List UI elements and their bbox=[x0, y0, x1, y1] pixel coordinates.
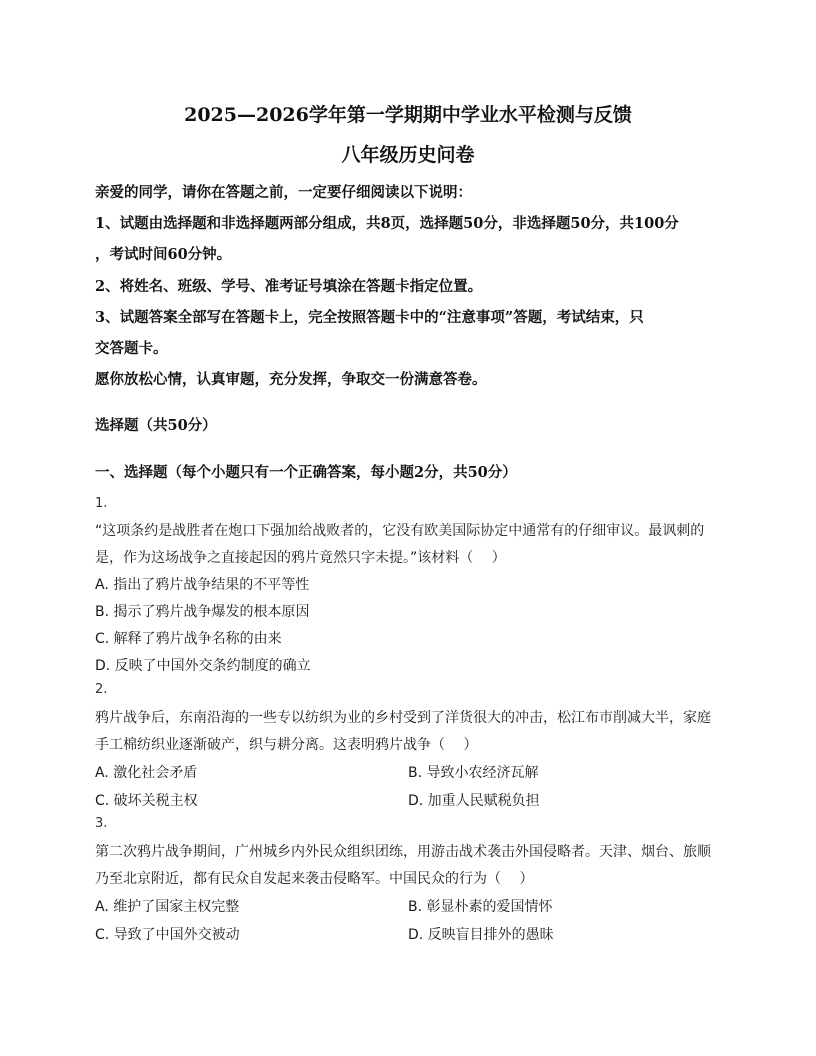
option-b: B. 揭示了鸦片战争爆发的根本原因 bbox=[95, 604, 310, 620]
exam-subtitle: 八年级历史问卷 bbox=[341, 144, 475, 166]
question-stem-cont: 乃至北京附近，都有民众自发起来袭击侵略军。中国民众的行为（ ） bbox=[95, 871, 534, 887]
section-heading: 一、选择题（每个小题只有一个正确答案，每小题2分，共50分） bbox=[95, 464, 517, 481]
instruction-item-3: 3、试题答案全部写在答题卡上，完全按照答题卡中的“注意事项”答题，考试结束，只 bbox=[95, 309, 644, 326]
question-stem-cont: 手工棉纺织业逐渐破产，织与耕分离。这表明鸦片战争（ ） bbox=[95, 737, 478, 753]
option-d: D. 反映了中国外交条约制度的确立 bbox=[95, 658, 311, 674]
option-a: A. 激化社会矛盾 bbox=[95, 765, 198, 781]
exam-title: 2025—2026学年第一学期期中学业水平检测与反馈 bbox=[184, 104, 632, 126]
instruction-item-3-cont: 交答题卡。 bbox=[95, 340, 168, 357]
question-stem: 第二次鸦片战争期间，广州城乡内外民众组织团练，用游击战术袭击外国侵略者。天津、烟台、旅顺 bbox=[95, 844, 711, 860]
instruction-item-1: 1、试题由选择题和非选择题两部分组成，共8页，选择题50分，非选择题50分，共100分 bbox=[95, 215, 679, 232]
option-d: D. 反映盲目排外的愚昧 bbox=[408, 927, 554, 943]
part-title: 选择题（共50分） bbox=[95, 417, 217, 434]
option-c: C. 导致了中国外交被动 bbox=[95, 927, 240, 943]
option-c: C. 解释了鸦片战争名称的由来 bbox=[95, 631, 282, 647]
option-b: B. 导致小农经济瓦解 bbox=[408, 765, 539, 781]
question-stem: 鸦片战争后，东南沿海的一些专以纺织为业的乡村受到了洋货很大的冲击，松江布市削减大半，家庭 bbox=[95, 710, 711, 726]
option-b: B. 彰显朴素的爱国情怀 bbox=[408, 899, 553, 915]
question-number: 1. bbox=[95, 496, 108, 511]
question-stem: “这项条约是战胜者在炮口下强加给战败者的，它没有欧美国际协定中通常有的仔细审议。最讽刺的 bbox=[95, 523, 705, 539]
question-number: 2. bbox=[95, 682, 108, 697]
instruction-greeting: 亲爱的同学，请你在答题之前，一定要仔细阅读以下说明： bbox=[95, 184, 472, 201]
option-d: D. 加重人民赋税负担 bbox=[408, 793, 540, 809]
option-c: C. 破坏关税主权 bbox=[95, 793, 198, 809]
instruction-item-2: 2、将姓名、班级、学号、准考证号填涂在答题卡指定位置。 bbox=[95, 278, 483, 295]
instruction-wish: 愿你放松心情，认真审题，充分发挥，争取交一份满意答卷。 bbox=[95, 371, 487, 388]
option-a: A. 维护了国家主权完整 bbox=[95, 899, 240, 915]
question-number: 3. bbox=[95, 816, 108, 831]
question-stem-cont: 是，作为这场战争之直接起因的鸦片竟然只字未提。”该材料（ ） bbox=[95, 550, 506, 566]
option-a: A. 指出了鸦片战争结果的不平等性 bbox=[95, 577, 310, 593]
instruction-item-1-cont: ，考试时间60分钟。 bbox=[95, 246, 232, 263]
